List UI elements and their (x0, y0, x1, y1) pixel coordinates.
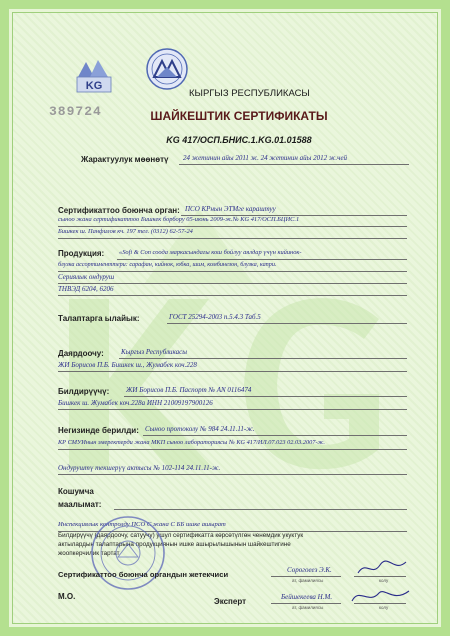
basis-label: Негизинде берилди: (58, 426, 139, 435)
product-line-1: «Sofi & Con соода маркасындагы кош бойлуу аялдар үчүн кийинок- (119, 249, 302, 256)
supplier-line-1: ЖИ Борисов П.Б. Паспорт № AN 0116474 (126, 386, 252, 394)
head-sign-caption: колу (379, 578, 389, 583)
organ-line-2: сынoo жана сертификаттоо Бишкек борбору 05-июнь 2009-ж.№ KG 417/ОСП.БЦИС.1 (58, 216, 300, 223)
kg-emblem-logo (75, 56, 113, 94)
expert-name-underline (271, 603, 341, 604)
expert-label: Эксперт (214, 597, 247, 606)
organ-line-3: Бишкек ш. Панфилов кч. 197 тел. (0312) 62-57-24 (58, 228, 193, 235)
expert-name: Бейшекеева Н.М. (281, 593, 333, 601)
product-underline-1 (117, 259, 407, 260)
expert-signature (349, 583, 413, 607)
validity-underline (179, 164, 409, 165)
validity-label: Жарактуулук мөөнөтү (81, 155, 169, 164)
supplier-underline-2 (58, 409, 407, 410)
mp-label: М.О. (58, 592, 76, 601)
requirements-value: ГОСТ 25294-2003 п.5.4.3 Таб.5 (169, 313, 261, 321)
basis-underline-3 (58, 474, 407, 475)
supplier-label: Билдирүүчү: (58, 387, 110, 396)
manufacturer-line-1: Кыргыз Республикасы (121, 348, 187, 356)
expert-sign-caption: колу (379, 605, 389, 610)
declaration-line-3: актылардын талаптарына продукциянын ишке ашырылышынын шайкештигине (58, 541, 291, 548)
serial-number: 389724 (49, 104, 102, 119)
organ-underline-2 (58, 226, 407, 227)
product-underline-2 (58, 271, 407, 272)
organ-underline-3 (58, 238, 407, 239)
head-name-underline (271, 576, 341, 577)
manufacturer-underline-1 (119, 358, 407, 359)
product-line-4: ТНВЭД 6204, 6206 (58, 285, 114, 293)
product-line-2: блузка ассортименттери: сарафан, кийнок, юбка, шим, комбинезон, блузка, капри. (58, 261, 277, 268)
certificate-title: ШАЙКЕШТИК СЕРТИФИКАТЫ (150, 109, 328, 123)
expert-name-caption: ат, фамилиясы (292, 605, 324, 610)
manufacturer-underline-2 (58, 371, 407, 372)
requirements-underline (167, 323, 407, 324)
additional-label-1: Кошумча (58, 487, 94, 496)
basis-line-3: Ондуруштү текшерүү актысы № 102-114 24.11.11-ж. (58, 464, 221, 472)
country-name: КЫРГЫЗ РЕСПУБЛИКАСЫ (189, 88, 310, 99)
certificate-number: KG 417/ОСП.БНИС.1.KG.01.01588 (166, 135, 312, 145)
basis-line-1: Сынoo протоколу № 984 24.11.11-ж. (145, 425, 255, 433)
product-label: Продукция: (58, 249, 105, 258)
additional-underline (114, 509, 407, 510)
head-name: Сорогоеез Э.К. (287, 566, 332, 574)
basis-underline-2 (58, 449, 407, 450)
head-label: Сертификаттоо боюнча органдын жетекчиси (58, 570, 229, 579)
basis-line-2: КР СМУИнын эмеректерди жана МКП сынoo лабораториясы № KG 417/ИЛ.07.023 02.03.2007-ж. (58, 439, 325, 446)
organ-line-1: ПСО КРнын ЭТМге караштуу (185, 205, 276, 213)
supplier-line-2: Бишкек ш. Жумабек коч.228а ИНН 21009197900126 (58, 399, 213, 407)
manufacturer-line-2: ЖИ Борисов П.Б. Бишкек ш., Жумабек коч.228 (58, 361, 197, 369)
round-stamp (89, 514, 167, 592)
validity-value: 24 жетинин айы 2011 ж. 24 жетинин айы 2012 ж.чей (183, 154, 348, 162)
declaration-line-1: Инспекциялык контролду ПСО С жана С ББ ишке ашырат (58, 521, 226, 528)
head-name-caption: ат, фамилиясы (292, 578, 324, 583)
product-line-3: Сериялык ондуруш (58, 273, 115, 281)
organ-label: Сертификаттоо боюнча орган: (58, 206, 180, 215)
additional-label-2: маалымат: (58, 500, 102, 509)
head-signature (354, 557, 409, 579)
standards-emblem-logo (145, 47, 189, 91)
product-underline-3 (58, 283, 407, 284)
product-underline-4 (58, 295, 407, 296)
manufacturer-label: Даярдоочу: (58, 349, 104, 358)
declaration-line-4: жоопкерчилик тартат (58, 550, 120, 557)
kg-emblem-text: KG (85, 80, 103, 92)
supplier-underline-1 (124, 396, 407, 397)
declaration-line-2: Билдирүүчү (даярдоочу, сатуучу) ушул сертификатта көрсөтүлгөн ченемдик укуктук (58, 532, 304, 539)
basis-underline-1 (143, 435, 407, 436)
requirements-label: Талаптарга ылайык: (58, 314, 140, 323)
